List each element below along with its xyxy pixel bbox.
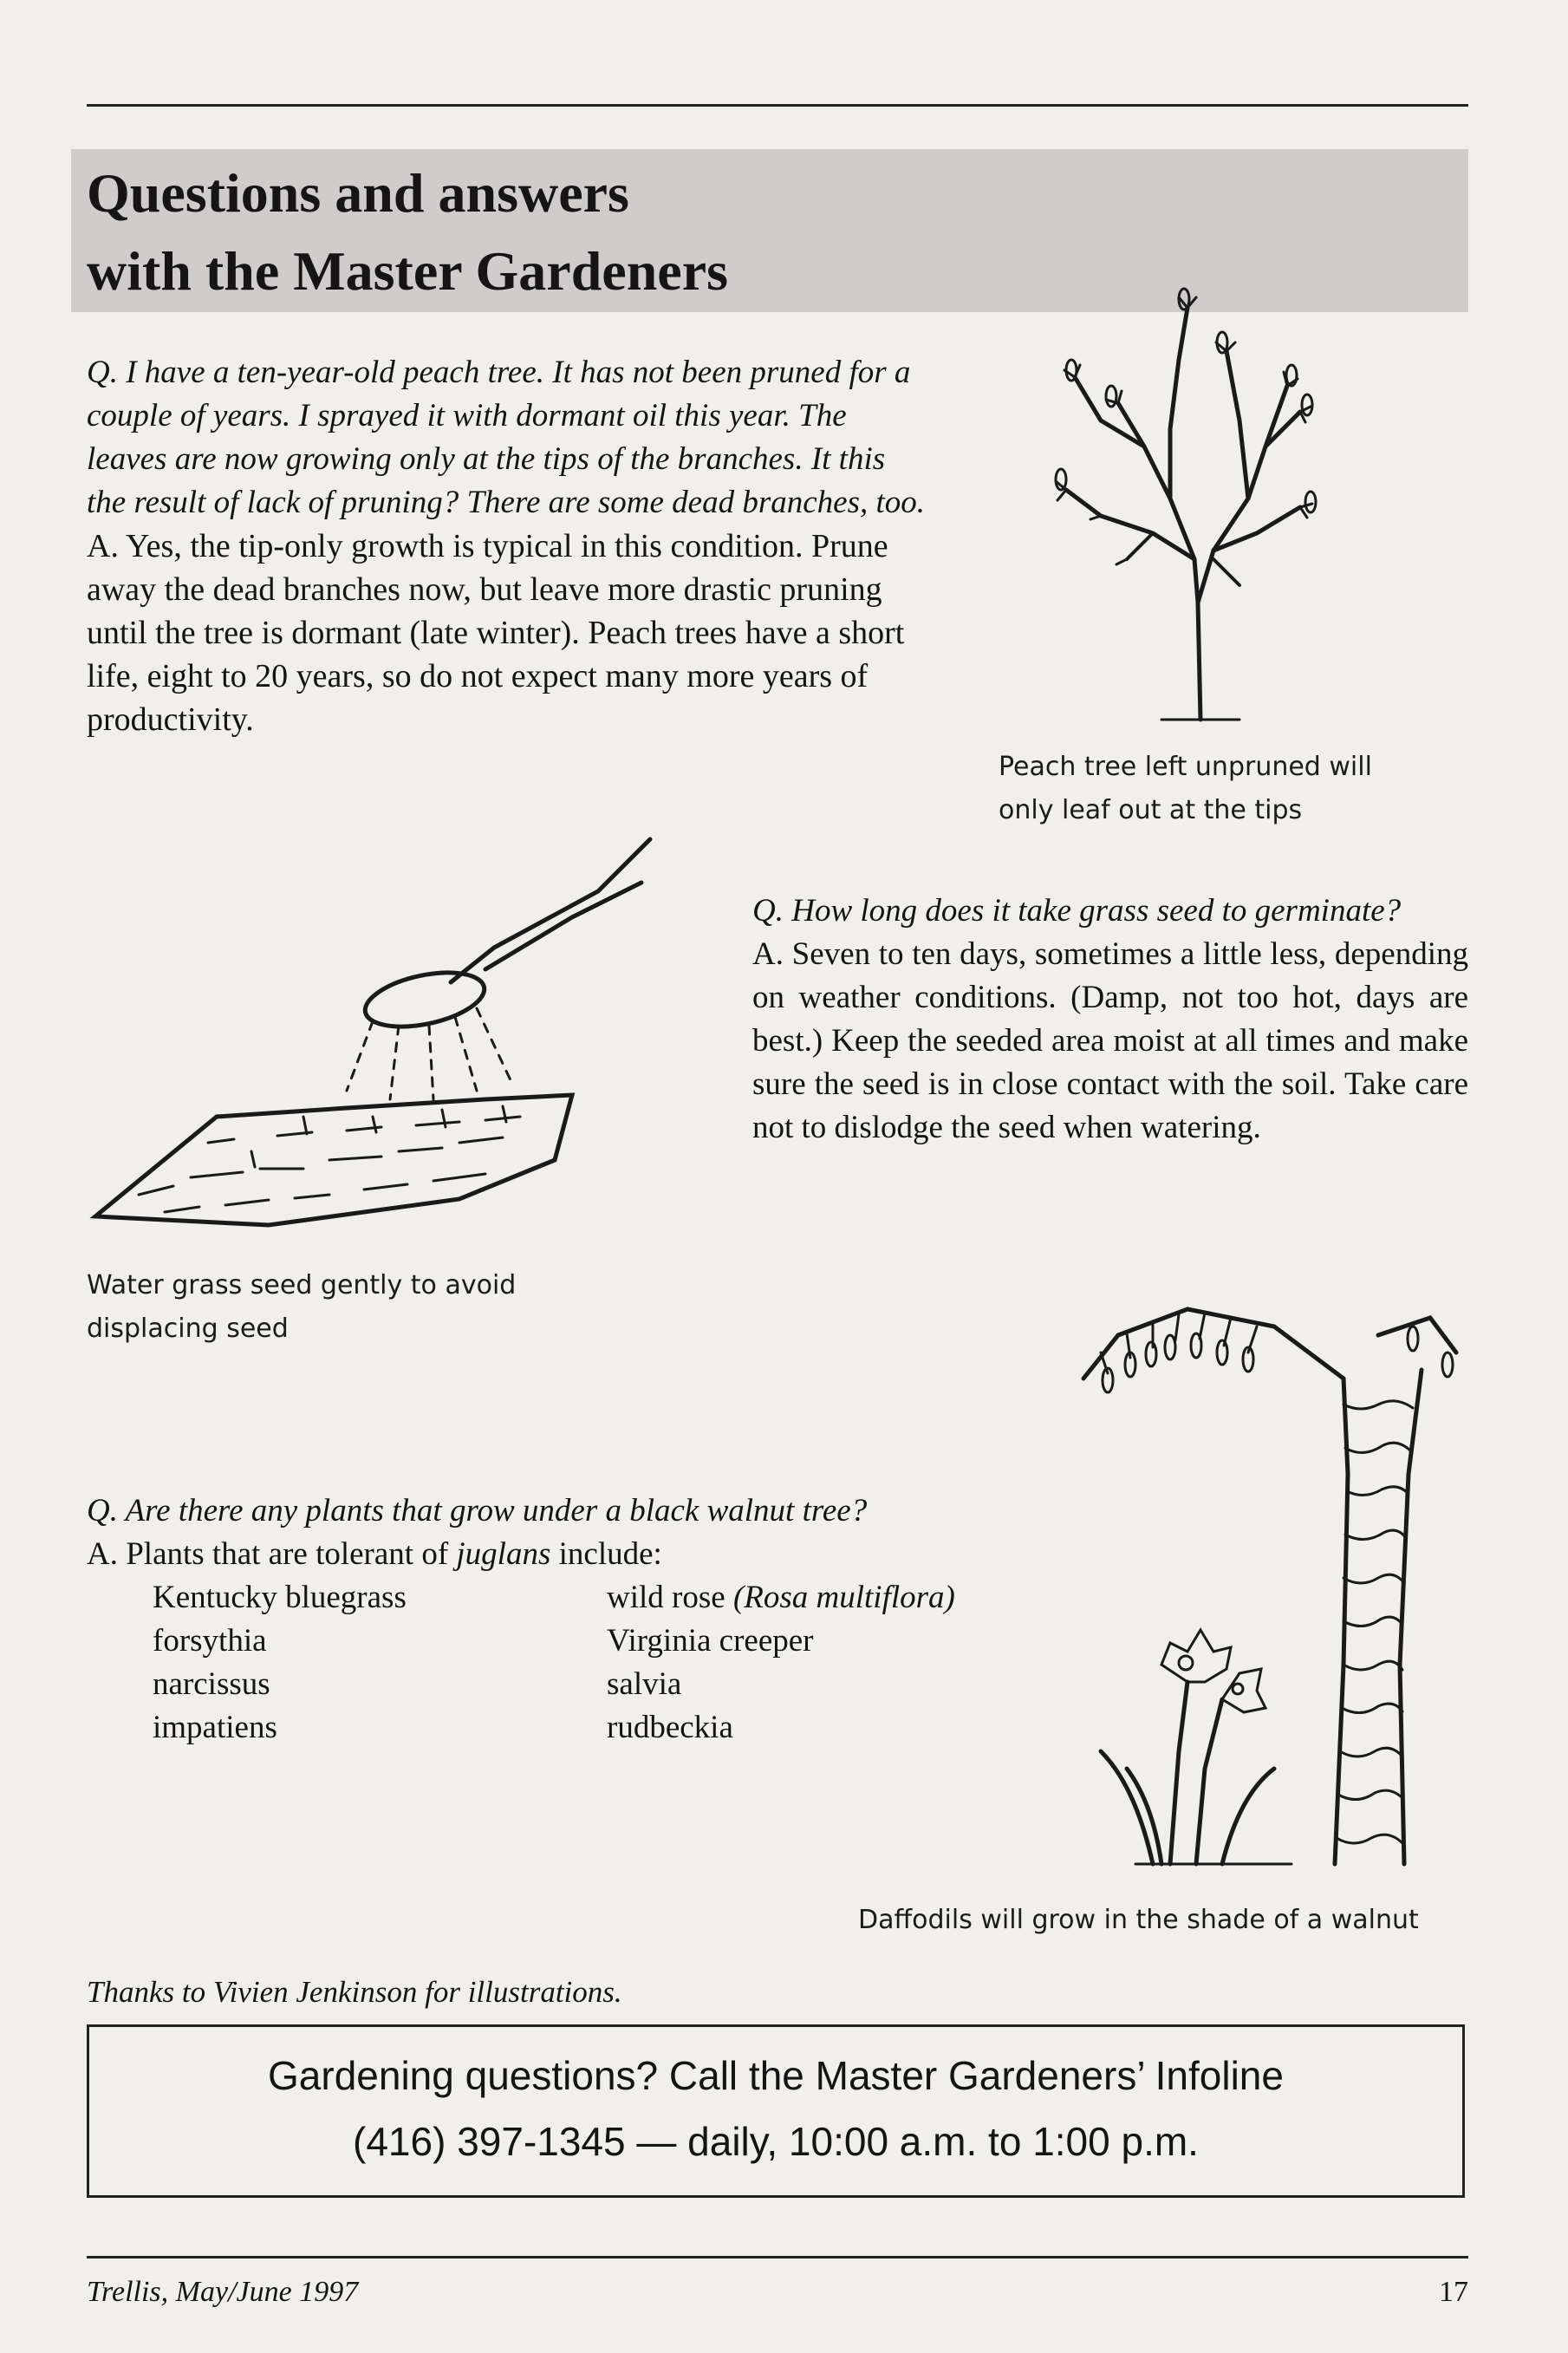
question-black-walnut: Q. Are there any plants that grow under a black walnut tree? (87, 1493, 868, 1528)
peach-tree-illustration (1040, 273, 1326, 724)
answer-grass-seed: A. Seven to ten days, sometimes a little less, depending on weather conditions. (Damp, not too hot, days are best.) Keep the seeded area moist at all times and make sure the seed is in close contact with the soil. Take care not to dislodge the seed when watering. (752, 936, 1468, 1145)
plant-latin-name: (Rosa multiflora) (732, 1580, 955, 1615)
juglans-term: juglans (456, 1536, 551, 1572)
plants-list-left (153, 1576, 407, 1750)
plant-item: narcissus (153, 1666, 270, 1702)
answer-black-walnut: A. Plants that are tolerant of juglans include: (87, 1536, 662, 1572)
publication-footer: Trellis, May/June 1997 (87, 2276, 359, 2308)
caption-peach-line-1: Peach tree left unpruned will (999, 752, 1372, 782)
infoline-phone: (416) 397-1345 — daily, 10:00 a.m. to 1:00 p.m. (353, 2119, 1199, 2164)
question-grass-seed: Q. How long does it take grass seed to germinate? (752, 893, 1402, 929)
caption-grass (87, 1264, 516, 1351)
page-number: 17 (1439, 2276, 1468, 2308)
caption-daffodils: Daffodils will grow in the shade of a walnut (858, 1905, 1419, 1935)
qa-grass-seed (752, 890, 1468, 1150)
infoline-box (87, 2024, 1465, 2198)
top-rule (87, 104, 1468, 107)
walnut-daffodil-illustration (1083, 1300, 1465, 1873)
plant-item: Kentucky bluegrass (153, 1580, 407, 1615)
qa-peach (87, 351, 927, 741)
infoline-line-1: Gardening questions? Call the Master Gardeners’ Infoline (268, 2053, 1284, 2098)
caption-peach-line-2: only leaf out at the tips (999, 795, 1303, 825)
plant-item: rudbeckia (607, 1710, 733, 1745)
plant-item: salvia (607, 1666, 682, 1702)
answer-peach: A. Yes, the tip-only growth is typical in this condition. Prune away the dead branches now, but leave more drastic pruning until the tree is dormant (late winter). Peach trees have a short life, eight to 20 years, so do not expect many more years of productivity. (87, 528, 905, 738)
page-title (87, 154, 728, 310)
bottom-rule (87, 2256, 1468, 2258)
plant-item: impatiens (153, 1710, 277, 1745)
plant-item: Virginia creeper (607, 1623, 814, 1659)
plant-item: wild rose (Rosa multiflora) (607, 1580, 955, 1615)
title-line-1: Questions and answers (87, 162, 629, 224)
caption-peach (999, 746, 1372, 832)
plant-item: forsythia (153, 1623, 267, 1659)
title-line-2: with the Master Gardeners (87, 240, 728, 302)
illustration-credit: Thanks to Vivien Jenkinson for illustrations. (87, 1975, 622, 2009)
question-peach: Q. I have a ten-year-old peach tree. It has not been pruned for a couple of years. I sprayed it with dormant oil this year. The leaves are now growing only at the tips of the branches. It this the result of lack of pruning? There are some dead branches, too. (87, 355, 926, 520)
qa-black-walnut (87, 1489, 1040, 1576)
plants-list-right (607, 1576, 955, 1750)
watering-grass-seed-illustration (87, 831, 745, 1229)
caption-grass-line-1: Water grass seed gently to avoid (87, 1270, 517, 1300)
caption-grass-line-2: displacing seed (87, 1313, 289, 1344)
